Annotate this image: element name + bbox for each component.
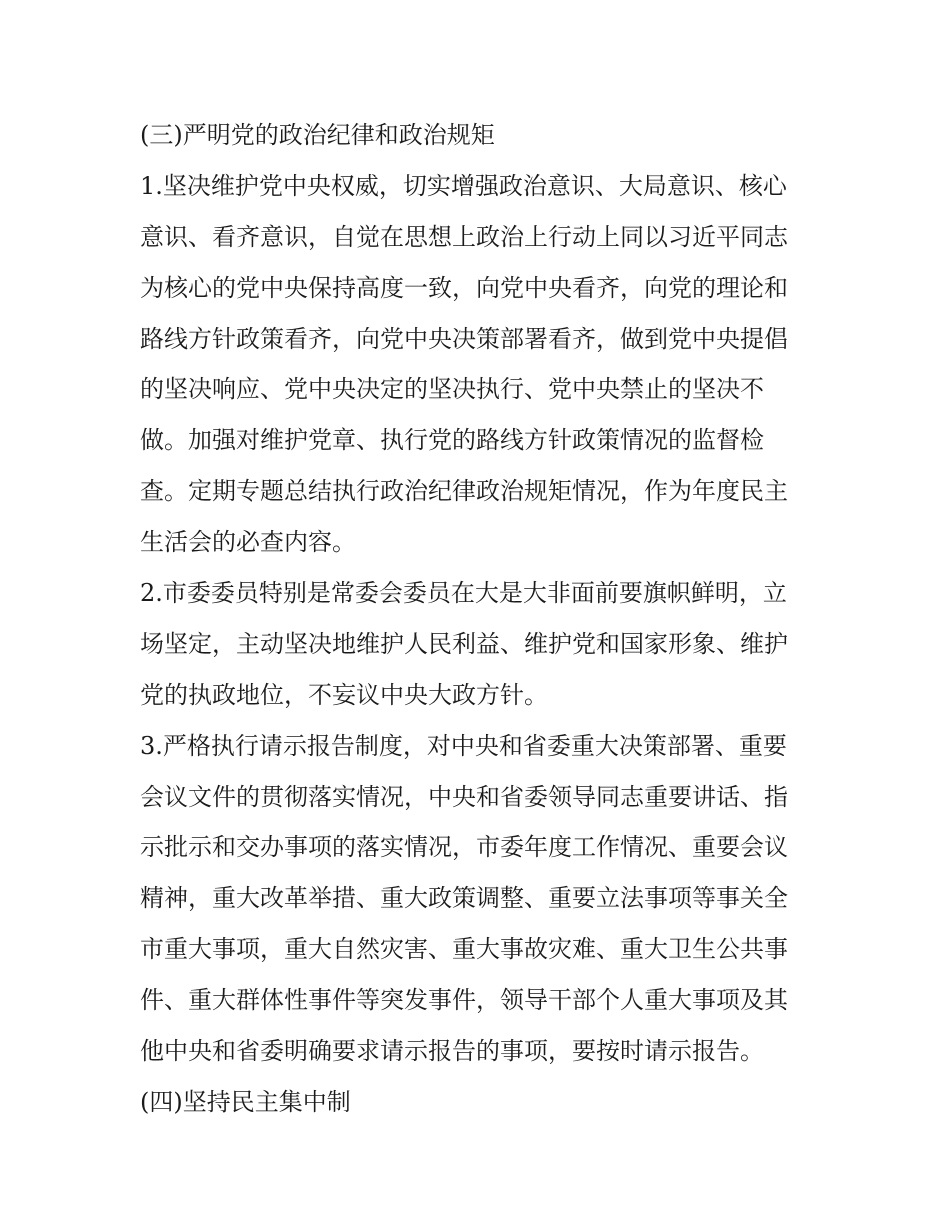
paragraph-3-line: 会议文件的贯彻落实情况，中央和省委领导同志重要讲话、指 [140, 782, 788, 811]
paragraph-1-line: 查。定期专题总结执行政治纪律政治规矩情况，作为年度民主 [140, 477, 788, 506]
paragraph-3-line: 3.严格执行请示报告制度，对中央和省委重大决策部署、重要 [140, 731, 787, 760]
paragraph-1-line: 意识、看齐意识，自觉在思想上政治上行动上同以习近平同志 [140, 222, 788, 251]
paragraph-1-line: 的坚决响应、党中央决定的坚决执行、党中央禁止的坚决不 [140, 375, 764, 404]
document-body [140, 110, 812, 1128]
section-heading-3: (三)严明党的政治纪律和政治规矩 [140, 121, 495, 149]
paragraph-1-line: 为核心的党中央保持高度一致，向党中央看齐，向党的理论和 [140, 273, 788, 302]
paragraph-3-line: 精神，重大改革举措、重大政策调整、重要立法事项等事关全 [140, 884, 788, 913]
paragraph-1-line: 做。加强对维护党章、执行党的路线方针政策情况的监督检 [140, 426, 764, 455]
paragraph-2-line: 场坚定，主动坚决地维护人民利益、维护党和国家形象、维护 [140, 629, 788, 658]
paragraph-3-line: 件、重大群体性事件等突发事件，领导干部个人重大事项及其 [140, 986, 788, 1015]
paragraph-3-line: 市重大事项，重大自然灾害、重大事故灾难、重大卫生公共事 [140, 935, 788, 964]
paragraph-3-line: 他中央和省委明确要求请示报告的事项，要按时请示报告。 [140, 1037, 764, 1066]
paragraph-1-line: 1.坚决维护党中央权威，切实增强政治意识、大局意识、核心 [140, 171, 787, 200]
paragraph-2-line: 党的执政地位，不妄议中央大政方针。 [140, 680, 548, 709]
paragraph-3-line: 示批示和交办事项的落实情况，市委年度工作情况、重要会议 [140, 833, 788, 862]
paragraph-1-line: 路线方针政策看齐，向党中央决策部署看齐，做到党中央提倡 [140, 324, 788, 353]
paragraph-1-line: 生活会的必查内容。 [140, 528, 356, 557]
section-heading-4: (四)坚持民主集中制 [140, 1087, 351, 1116]
paragraph-2-line: 2.市委委员特别是常委会委员在大是大非面前要旗帜鲜明，立 [140, 579, 787, 608]
